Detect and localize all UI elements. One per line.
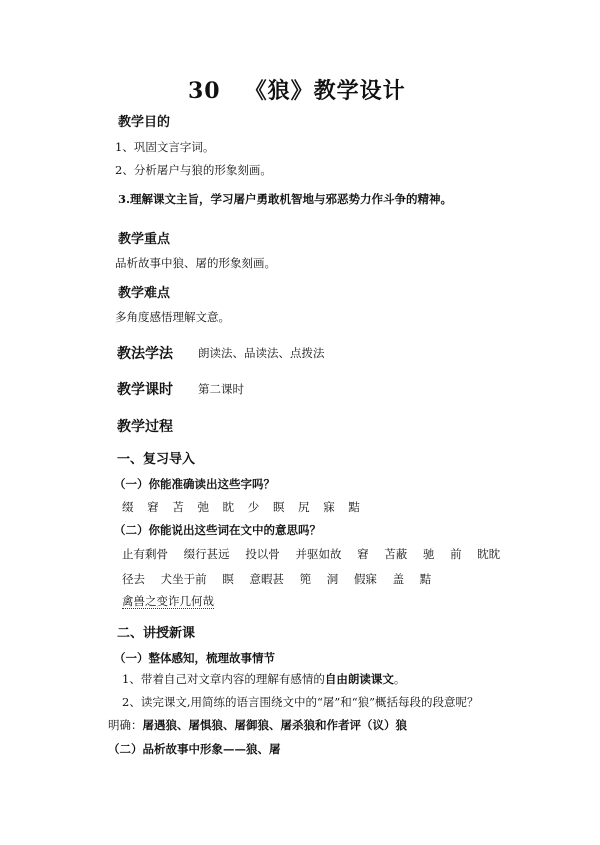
word-item: 瞑 bbox=[272, 500, 285, 514]
word-item: 尻 bbox=[298, 500, 310, 514]
objectives-heading: 教学目的 bbox=[118, 115, 171, 130]
word-item: 少 bbox=[247, 500, 260, 514]
key-point-heading: 教学重点 bbox=[118, 232, 171, 247]
title-number: 30 bbox=[188, 78, 221, 104]
phrase-item: 盖 bbox=[392, 572, 405, 586]
word-item: 弛 bbox=[197, 500, 209, 514]
section1-q2: （二）你能说出这些词在文中的意思吗？ bbox=[114, 523, 321, 537]
difficulty-heading: 教学难点 bbox=[118, 286, 171, 301]
word-item: 黠 bbox=[348, 500, 360, 514]
phrase-item: 前 bbox=[450, 547, 462, 561]
phrase-item: 苫蔽 bbox=[384, 547, 408, 561]
section1-q1: （一）你能准确读出这些字吗？ bbox=[114, 477, 275, 491]
phrase-item: 假寐 bbox=[353, 572, 377, 586]
word-item: 窘 bbox=[147, 500, 159, 514]
phrase-item: 止有剩骨 bbox=[122, 547, 168, 561]
phrase-item: 黠 bbox=[419, 572, 432, 586]
phrase-item: 并驱如故 bbox=[295, 547, 342, 561]
phrase-item: 意暇甚 bbox=[249, 572, 284, 586]
p1-text: 1、带着自己对文章内容的理解有感情的 bbox=[122, 672, 325, 686]
clarify-text: 屠遇狼、屠惧狼、屠御狼、屠杀狼和作者评（议）狼 bbox=[142, 718, 407, 732]
phrase-item: 犬坐于前 bbox=[160, 572, 207, 586]
section2-p1 bbox=[122, 671, 405, 687]
title-text: 《狼》教学设计 bbox=[244, 78, 406, 104]
p1-bold-text: 自由朗读课文 bbox=[324, 672, 394, 686]
phrase-item: 缀行甚远 bbox=[183, 547, 230, 561]
section2-clarify bbox=[108, 717, 407, 733]
phrase-item: 篼 bbox=[299, 572, 312, 586]
q2-word-row-1 bbox=[122, 546, 512, 562]
q1-word-list bbox=[122, 499, 370, 515]
phrase-item: 眈眈 bbox=[477, 547, 501, 561]
objective-item-1: 1、巩固文言字词。 bbox=[115, 140, 215, 154]
section1-heading: 一、复习导入 bbox=[117, 452, 196, 467]
phrase-item: 瞑 bbox=[222, 572, 234, 586]
clarify-label: 明确： bbox=[108, 718, 143, 732]
objective-item-3: 3.理解课文主旨，学习屠户勇敢机智地与邪恶势力作斗争的精神。 bbox=[118, 192, 453, 206]
phrase-item: 禽兽之变诈几何哉 bbox=[122, 594, 214, 608]
word-item: 寐 bbox=[323, 500, 335, 514]
hours-text: 第二课时 bbox=[198, 382, 244, 396]
q2-word-row-3 bbox=[122, 593, 214, 609]
p1-end: 。 bbox=[393, 672, 406, 686]
page-title bbox=[188, 74, 406, 105]
word-item: 苫 bbox=[172, 500, 184, 514]
phrase-item: 窘 bbox=[357, 547, 369, 561]
section2-heading: 二、讲授新课 bbox=[117, 626, 196, 641]
word-item: 缀 bbox=[122, 500, 134, 514]
word-item: 眈 bbox=[222, 500, 235, 514]
key-point-text: 品析故事中狼、屠的形象刻画。 bbox=[115, 256, 276, 270]
q2-word-row-2 bbox=[122, 571, 443, 587]
methods-heading: 教法学法 bbox=[117, 346, 173, 362]
objective-item-2: 2、分析屠户与狼的形象刻画。 bbox=[115, 163, 272, 177]
phrase-item: 径去 bbox=[122, 572, 145, 586]
process-heading: 教学过程 bbox=[117, 419, 173, 435]
section2-p2: 2、读完课文,用简练的语言围绕文中的“屠”和“狼”概括每段的段意呢？ bbox=[122, 695, 479, 709]
phrase-item: 驰 bbox=[422, 547, 435, 561]
phrase-item: 投以骨 bbox=[245, 547, 280, 561]
difficulty-text: 多角度感悟理解文意。 bbox=[115, 310, 230, 324]
hours-heading: 教学课时 bbox=[117, 382, 173, 398]
section2-sub1: （一）整体感知，梳理故事情节 bbox=[114, 651, 275, 665]
phrase-item: 洞 bbox=[326, 572, 339, 586]
section2-sub2: （二）品析故事中形象——狼、屠 bbox=[108, 742, 281, 756]
methods-text: 朗读法、品读法、点拨法 bbox=[198, 346, 325, 360]
